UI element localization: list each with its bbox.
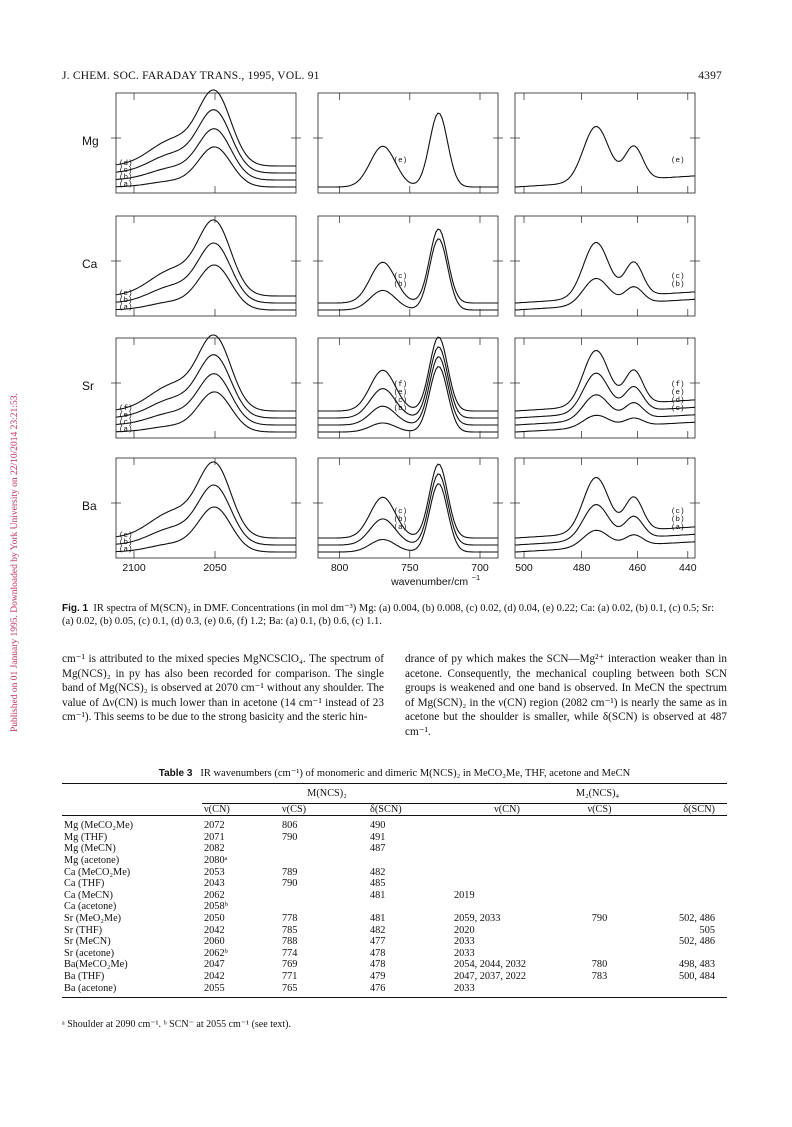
- table-cell: 788: [282, 936, 298, 948]
- table-cell: [280, 901, 368, 913]
- trace-label: (b): [671, 281, 685, 289]
- table-cell: [452, 878, 562, 890]
- trace-label: (b): [393, 404, 408, 413]
- trace-label: (a): [119, 304, 133, 312]
- table-cell: 2055: [202, 983, 280, 998]
- spectrum-trace: [116, 355, 296, 418]
- group-header-monomer: M(NCS)₂: [202, 784, 452, 804]
- row-label-mg: Mg: [82, 134, 99, 148]
- table-cell: 785: [282, 924, 298, 936]
- spectrum-trace: [318, 229, 498, 303]
- table-cell: [637, 855, 727, 867]
- spectrum-panel-frame: [116, 216, 296, 316]
- table-cell: 482: [370, 924, 386, 936]
- table-footnote: ᵃ Shoulder at 2090 cm⁻¹. ᵇ SCN⁻ at 2055 cm⁻¹ (see text).: [62, 1019, 292, 1030]
- spectrum-panel-frame: [318, 338, 498, 438]
- trace-label: (c): [671, 404, 685, 413]
- table-cell: 2071: [204, 831, 225, 843]
- table-cell: 502, 486: [678, 912, 715, 924]
- table-cell: 2042: [204, 924, 225, 936]
- table-cell: [452, 901, 562, 913]
- group-header-dimer: M₂(NCS)₄: [452, 784, 727, 804]
- figure-caption-label: Fig. 1: [62, 603, 89, 614]
- trace-label: (c): [393, 396, 408, 405]
- trace-label: (c): [119, 419, 133, 427]
- trace-label: (b): [119, 174, 133, 182]
- spectrum-panel-frame: [318, 93, 498, 193]
- trace-label: (f): [393, 381, 408, 390]
- table-cell: 478: [370, 947, 386, 959]
- table-row: [62, 948, 727, 960]
- download-watermark: [2, 262, 18, 732]
- table-row: [62, 867, 727, 879]
- row-label: Ba (THF): [64, 970, 105, 982]
- table-cell: 2019: [454, 889, 475, 901]
- table-cell: [452, 832, 562, 844]
- column-header: ν(CS): [562, 803, 637, 816]
- spectrum-panel-frame: [116, 458, 296, 558]
- running-header: J. CHEM. SOC. FARADAY TRANS., 1995, VOL. 91: [62, 70, 320, 82]
- row-label-ba: Ba: [82, 499, 97, 513]
- body-text-left: cm⁻¹ is attributed to the mixed species MgNCSClO₄. The spectrum of Mg(NCS)₂ in py has also been recorded for comparison. The single band of Mg(NCS)₂ is observed at 2070 cm⁻¹ without any shoulder. The value of Δν(CN) is much lower than in acetone (14 cm⁻¹ instead of 23 cm⁻¹). This seems to be due to the strong basicity and the steric hin-: [62, 653, 384, 724]
- row-label: Ba(MeCO₂Me): [64, 959, 128, 971]
- table-cell: [452, 843, 562, 855]
- table-row: [62, 855, 727, 867]
- download-watermark-text: Published on 01 January 1995. Downloaded by York University on 22/10/2014 23:21:53.: [10, 393, 20, 732]
- table-cell: [280, 855, 368, 867]
- trace-label: (a): [671, 523, 685, 532]
- row-label-sr: Sr: [82, 379, 94, 393]
- spectrum-trace: [318, 357, 498, 425]
- spectrum-trace: [515, 505, 695, 545]
- table-cell: [562, 948, 637, 960]
- figure-caption-text: IR spectra of M(SCN)₂ in DMF. Concentrations (in mol dm⁻³) Mg: (a) 0.004, (b) 0.008, (c) 0.02, (d) 0.04, (e) 0.22; Ca: (a) 0.02, (b) 0.1, (c) 0.5; Sr: (a) 0.02, (b) 0.05, (c) 0.1, (d) 0.3, (e) 0.6, (f) 1.2; Ba: (a) 0.1, (b) 0.6, (c) 1.1.: [62, 603, 715, 627]
- row-label: Sr (MeO₂Me): [64, 912, 122, 924]
- table-cell: 477: [370, 936, 386, 948]
- table-row: [62, 843, 727, 855]
- table-cell: 485: [370, 878, 386, 890]
- ir-spectra-figure: [60, 88, 710, 598]
- table-cell: 476: [368, 983, 452, 998]
- x-tick-label: 800: [330, 562, 349, 574]
- x-axis-label-superscript: −1: [471, 573, 481, 582]
- spectrum-trace: [116, 147, 296, 187]
- table-cell: 789: [282, 866, 298, 878]
- table-cell: 2043: [204, 878, 225, 890]
- spectrum-trace: [318, 113, 498, 187]
- spectrum-panel-frame: [116, 93, 296, 193]
- body-text-right: drance of py which makes the SCN—Mg²⁺ interaction weaker than in acetone. Consequently, the mechanical coupling between both SCN groups is weakened and one band is observed. In MeCN the spectrum of Mg(SCN)₂ in the ν(CN) region (2082 cm⁻¹) is nearly the same as in acetone but the shoulder is smaller, while δ(SCN) is observed at 487 cm⁻¹.: [405, 653, 727, 738]
- table-cell: 2062: [204, 889, 225, 901]
- trace-label: (e): [393, 389, 408, 397]
- spectrum-trace: [116, 110, 296, 173]
- table-caption: [62, 767, 727, 779]
- table-row: [62, 913, 727, 925]
- x-axis-label: wavenumber/cm: [391, 576, 469, 588]
- row-label: Mg (acetone): [64, 854, 120, 866]
- table-cell: 500, 484: [678, 970, 715, 982]
- table-row: [62, 959, 727, 971]
- trace-label: (f): [671, 381, 685, 390]
- table-cell: 2050: [204, 912, 225, 924]
- spectrum-trace: [318, 464, 498, 538]
- table-cell: [562, 983, 637, 998]
- trace-label: (a): [119, 426, 133, 434]
- table-cell: 2033: [454, 936, 475, 948]
- x-tick-label: 2050: [203, 562, 227, 574]
- trace-label: (a): [119, 546, 133, 554]
- table-cell: 498, 483: [678, 959, 715, 971]
- row-label: Sr (MeCN): [64, 936, 111, 948]
- spectrum-trace: [116, 335, 296, 411]
- table-cell: 2053: [204, 866, 225, 878]
- table-cell: [562, 890, 637, 902]
- table-cell: 481: [370, 912, 386, 924]
- table-cell: [562, 867, 637, 879]
- trace-label: (b): [393, 281, 408, 289]
- table-cell: 790: [282, 878, 298, 890]
- table-cell: 2054, 2044, 2032: [454, 959, 527, 971]
- column-header: ν(CS): [280, 803, 368, 816]
- row-label: Ca (MeCO₂Me): [64, 866, 131, 878]
- row-label-ca: Ca: [82, 257, 98, 271]
- spectrum-trace: [116, 462, 296, 538]
- table-cell: 2059, 2033: [454, 912, 501, 924]
- table-cell: [280, 843, 368, 855]
- x-tick-label: 440: [679, 562, 697, 574]
- table-cell: 771: [282, 970, 298, 982]
- table-cell: 2033: [454, 947, 475, 959]
- table-cell: [637, 948, 727, 960]
- spectrum-trace: [116, 220, 296, 296]
- spectrum-trace: [515, 530, 695, 552]
- table-cell: [562, 832, 637, 844]
- spectrum-trace: [116, 243, 296, 303]
- trace-label: (a): [119, 181, 133, 189]
- x-tick-label: 750: [401, 562, 419, 574]
- row-label: Ca (MeCN): [64, 889, 113, 901]
- table-cell: [562, 925, 637, 937]
- table-cell: 482: [370, 866, 386, 878]
- table-cell: [368, 855, 452, 867]
- spectrum-trace: [515, 243, 695, 304]
- trace-label: (b): [119, 539, 133, 547]
- trace-label: (c): [119, 290, 133, 298]
- spectrum-trace: [515, 478, 695, 539]
- table-cell: 502, 486: [678, 936, 715, 948]
- row-label: Mg (MeCO₂Me): [64, 820, 134, 832]
- x-tick-label: 500: [515, 562, 533, 574]
- spectrum-trace: [116, 90, 296, 166]
- page-number: 4397: [698, 70, 722, 82]
- trace-label: (c): [393, 273, 408, 282]
- spectrum-trace: [318, 239, 498, 310]
- table-cell: 490: [370, 820, 386, 832]
- table-body: [62, 816, 727, 998]
- table-cell: [452, 816, 562, 832]
- trace-label: (c): [671, 273, 685, 282]
- table-header-spacer: [62, 784, 202, 804]
- trace-label: (e): [119, 412, 133, 420]
- trace-label: (e): [671, 389, 685, 397]
- table-cell: [280, 890, 368, 902]
- spectrum-trace: [318, 337, 498, 411]
- trace-label: (c): [393, 508, 408, 517]
- table-cell: 2060: [204, 936, 225, 948]
- table-cell: [637, 843, 727, 855]
- trace-label: (d): [671, 396, 685, 405]
- table-cell: [452, 855, 562, 867]
- table-row: [62, 983, 727, 998]
- table-cell: 2020: [454, 924, 475, 936]
- row-label: Sr (acetone): [64, 947, 115, 959]
- spectrum-trace: [515, 127, 695, 188]
- row-label: Ba (acetone): [62, 983, 202, 998]
- trace-label: (c): [119, 167, 133, 175]
- table-cell: 790: [282, 831, 298, 843]
- table-cell: [637, 901, 727, 913]
- table-cell: 778: [282, 912, 298, 924]
- table-row: [62, 925, 727, 937]
- table-cell: 2047: [204, 959, 225, 971]
- table-cell: 2033: [452, 983, 562, 998]
- table-cell: 487: [370, 843, 386, 855]
- table-cell: 2082: [204, 843, 225, 855]
- table-cell: [637, 878, 727, 890]
- table-cell: 783: [591, 970, 608, 982]
- trace-label: (b): [393, 516, 408, 524]
- trace-label: (a): [393, 523, 408, 532]
- trace-label: (b): [671, 516, 685, 524]
- spectrum-trace: [318, 347, 498, 418]
- table-cell: [562, 901, 637, 913]
- table-cell: 2047, 2037, 2022: [454, 970, 527, 982]
- table-cell: 481: [370, 889, 386, 901]
- table-cell: [452, 867, 562, 879]
- table-cell: [637, 867, 727, 879]
- row-label: Sr (THF): [64, 924, 103, 936]
- x-tick-label: 460: [628, 562, 647, 574]
- table-cell: 769: [282, 959, 298, 971]
- row-label: Mg (MeCN): [64, 843, 116, 855]
- table-cell: 790: [591, 912, 608, 924]
- column-header: δ(SCN): [637, 803, 727, 816]
- x-tick-label: 2100: [122, 562, 146, 574]
- column-header: ν(CN): [202, 803, 280, 816]
- column-header: δ(SCN): [368, 803, 452, 816]
- table-cell: 2072: [204, 820, 225, 832]
- table-cell: 806: [282, 820, 298, 832]
- table-cell: [368, 901, 452, 913]
- trace-label: (c): [119, 532, 133, 540]
- trace-label: (e): [393, 157, 408, 166]
- table-row: [62, 971, 727, 983]
- table-cell: [637, 832, 727, 844]
- spectrum-trace: [515, 373, 695, 418]
- table-cell: 478: [370, 959, 386, 971]
- row-label: Mg (THF): [64, 831, 108, 843]
- x-tick-label: 480: [572, 562, 591, 574]
- table-cell: 2062ᵇ: [204, 947, 228, 959]
- table-cell: [637, 816, 727, 832]
- table-cell: [562, 855, 637, 867]
- table-caption-label: Table 3: [158, 768, 193, 779]
- spectrum-panel-frame: [116, 338, 296, 438]
- table-row: [62, 816, 727, 832]
- table-cell: [637, 890, 727, 902]
- trace-label: (f): [119, 405, 133, 413]
- spectrum-panel-frame: [318, 458, 498, 558]
- spectrum-panel-frame: [318, 216, 498, 316]
- trace-label: (c): [671, 508, 685, 517]
- column-header: ν(CN): [452, 803, 562, 816]
- column-header: [62, 803, 202, 816]
- trace-label: (b): [119, 297, 133, 305]
- table-cell: 2042: [204, 970, 225, 982]
- table-cell: 2058ᵇ: [204, 901, 228, 913]
- row-label: Ca (acetone): [64, 901, 117, 913]
- table-cell: [562, 816, 637, 832]
- table-cell: 774: [282, 947, 298, 959]
- trace-label: (d): [119, 160, 133, 168]
- table-cell: [562, 878, 637, 890]
- table-row: [62, 890, 727, 902]
- ir-wavenumber-table: [62, 783, 727, 998]
- table-cell: [637, 983, 727, 998]
- spectrum-trace: [116, 485, 296, 545]
- figure-caption: [62, 602, 727, 628]
- table-caption-text: IR wavenumbers (cm⁻¹) of monomeric and dimeric M(NCS)₂ in MeCO₂Me, THF, acetone and MeCN: [200, 768, 631, 779]
- table-row: [62, 901, 727, 913]
- spectrum-trace: [116, 392, 296, 432]
- spectrum-trace: [515, 279, 695, 311]
- trace-label: (e): [671, 157, 685, 166]
- table-cell: 491: [370, 831, 386, 843]
- row-label: Ca (THF): [64, 878, 105, 890]
- table-cell: [562, 936, 637, 948]
- table-row: [62, 936, 727, 948]
- table-cell: 765: [280, 983, 368, 998]
- table-cell: 479: [370, 970, 386, 982]
- table-cell: 505: [699, 924, 715, 936]
- table-row: [62, 878, 727, 890]
- x-tick-label: 700: [471, 562, 489, 574]
- spectrum-trace: [318, 474, 498, 545]
- table-cell: 2080ᵃ: [204, 854, 228, 866]
- table-row: [62, 832, 727, 844]
- table-cell: [562, 843, 637, 855]
- table-cell: 780: [591, 959, 608, 971]
